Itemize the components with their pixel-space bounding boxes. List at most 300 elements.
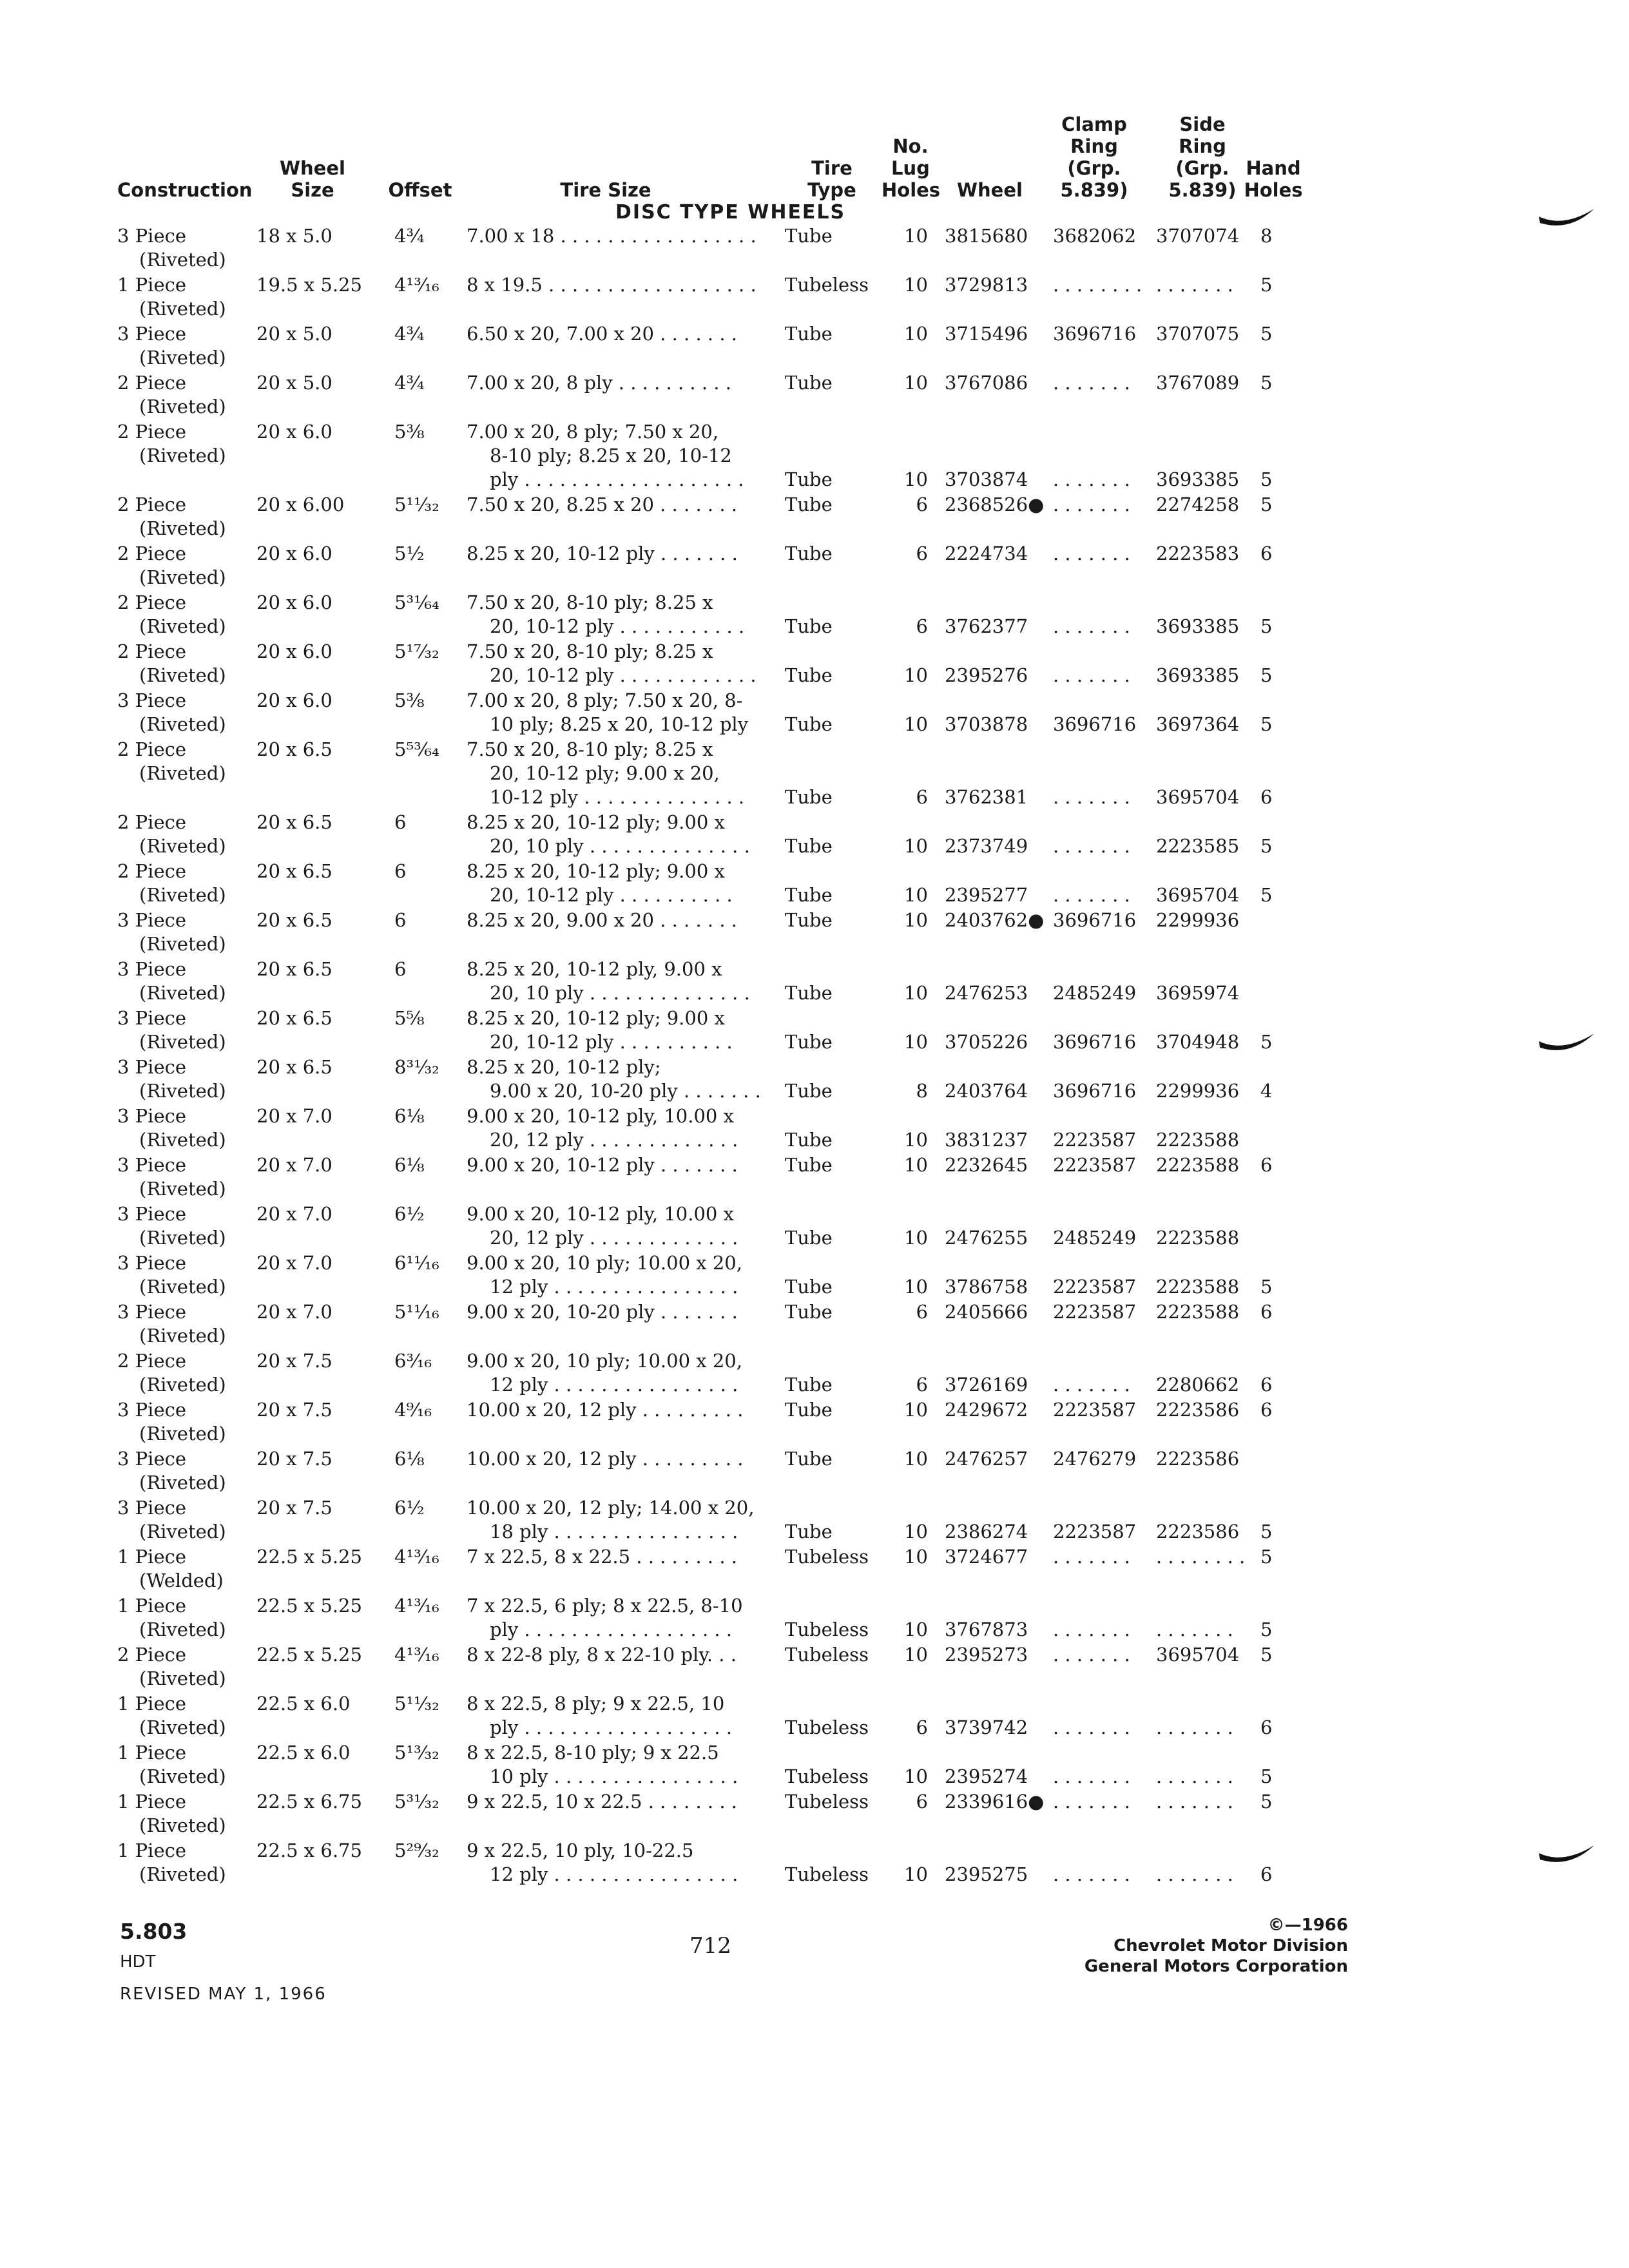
construction-cell	[117, 1300, 253, 1348]
tire-size-cell	[467, 542, 769, 566]
tire-size-line: 7 x 22.5, 6 ply; 8 x 22.5, 8-10	[467, 1595, 743, 1617]
tire-size-line: 20, 10 ply . . . . . . . . . . . . . .	[490, 835, 750, 857]
construction-cell	[117, 1055, 253, 1103]
header-offset	[381, 179, 459, 201]
clamp-ring-cell: . . . . . . .	[1053, 1765, 1130, 1787]
lug-holes-cell: 10	[904, 1154, 928, 1176]
clamp-ring-cell: . . . . . . .	[1053, 372, 1130, 394]
side-ring-cell: 3695704	[1156, 786, 1240, 808]
lug-holes-cell: 10	[904, 835, 928, 857]
offset-cell: 4¹³⁄₁₆	[394, 274, 439, 296]
tire-type-cell: Tube	[785, 884, 833, 906]
wheel-size-cell: 20 x 7.0	[256, 1154, 333, 1176]
tire-size-cell	[467, 1643, 769, 1667]
wheel-size-cell: 22.5 x 6.0	[256, 1742, 351, 1763]
offset-cell: 6⅛	[394, 1154, 425, 1176]
clamp-ring-cell: 2223587	[1053, 1301, 1137, 1323]
clamp-ring-cell: 2223587	[1053, 1129, 1137, 1151]
tire-size-cell	[467, 224, 769, 248]
construction-method: (Riveted)	[139, 835, 226, 857]
construction-type: 3 Piece	[117, 909, 187, 931]
clamp-ring-cell: . . . . . . .	[1053, 1619, 1130, 1640]
offset-cell: 6½	[394, 1497, 425, 1519]
construction-method: (Riveted)	[139, 1521, 226, 1542]
tire-size-cell	[467, 420, 769, 492]
side-ring-cell: 2280662	[1156, 1374, 1240, 1396]
wheel-part-cell: 2232645	[945, 1154, 1028, 1176]
wheel-part-cell: 3726169	[945, 1374, 1028, 1396]
tire-size-line: 8.25 x 20, 10-12 ply;	[467, 1056, 661, 1078]
construction-method: (Riveted)	[139, 517, 226, 539]
offset-cell: 4¾	[394, 225, 425, 247]
offset-cell: 5³¹⁄₆₄	[394, 591, 439, 613]
tire-size-line: 7.00 x 20, 8 ply; 7.50 x 20,	[467, 421, 719, 443]
construction-cell	[117, 224, 253, 272]
tire-size-line: 9.00 x 20, 10 ply; 10.00 x 20,	[467, 1350, 742, 1372]
tire-size-cell	[467, 322, 769, 346]
clamp-ring-cell: . . . . . . .	[1053, 1863, 1130, 1885]
clamp-ring-cell: . . . . . . .	[1053, 1644, 1130, 1666]
clamp-ring-cell: . . . . . . .	[1053, 1716, 1130, 1738]
clamp-ring-cell: . . . . . . .	[1053, 786, 1130, 808]
tire-size-line: 10 ply; 8.25 x 20, 10-12 ply	[490, 713, 749, 735]
table-row	[0, 322, 1629, 370]
construction-type: 1 Piece	[117, 1546, 187, 1568]
wheel-part-cell: 3762381	[945, 786, 1028, 808]
side-ring-cell: 3693385	[1156, 468, 1240, 490]
lug-holes-cell: 10	[904, 1448, 928, 1470]
lug-holes-cell: 10	[904, 713, 928, 735]
construction-cell	[117, 1251, 253, 1299]
construction-cell	[117, 1496, 253, 1544]
construction-method: (Riveted)	[139, 1129, 226, 1151]
copyright-block	[1084, 1915, 1348, 1977]
tire-size-line: 10.00 x 20, 12 ply; 14.00 x 20,	[467, 1497, 755, 1519]
construction-method: (Riveted)	[139, 884, 226, 906]
offset-cell: 4¹³⁄₁₆	[394, 1595, 439, 1617]
wheel-size-cell: 22.5 x 6.75	[256, 1791, 362, 1812]
hand-holes-cell: 5	[1260, 664, 1273, 686]
side-ring-cell: 2223588	[1156, 1301, 1240, 1323]
table-row	[0, 689, 1629, 736]
table-row	[0, 1447, 1629, 1495]
lug-holes-cell: 10	[904, 1644, 928, 1666]
wheel-part-cell: 3724677	[945, 1546, 1028, 1568]
offset-cell: 5¹³⁄₃₂	[394, 1742, 439, 1763]
clamp-ring-cell: 2223587	[1053, 1154, 1137, 1176]
construction-type: 3 Piece	[117, 323, 187, 345]
construction-cell	[117, 1349, 253, 1397]
clamp-ring-cell: . . . . . . .	[1053, 468, 1130, 490]
side-ring-cell: . . . . . . .	[1156, 1863, 1233, 1885]
offset-cell: 5¹¹⁄₃₂	[394, 1693, 439, 1715]
table-row	[0, 738, 1629, 809]
lug-holes-cell: 10	[904, 1031, 928, 1053]
tire-type-cell: Tube	[785, 1227, 833, 1249]
construction-cell	[117, 738, 253, 785]
header-wheel	[951, 179, 1028, 201]
clamp-ring-cell: 3696716	[1053, 909, 1137, 931]
tire-type-cell: Tube	[785, 1448, 833, 1470]
header-line: Type	[807, 179, 856, 201]
table-row	[0, 591, 1629, 639]
wheel-part-cell: 3762377	[945, 615, 1028, 637]
header-line: Size	[291, 179, 334, 201]
clamp-ring-cell: 3682062	[1053, 225, 1137, 247]
offset-cell: 6½	[394, 1203, 425, 1225]
construction-method: (Riveted)	[139, 1667, 226, 1689]
hand-holes-cell: 6	[1260, 543, 1273, 564]
tire-type-cell: Tube	[785, 786, 833, 808]
wheel-part-cell: 2368526●	[945, 494, 1045, 515]
side-ring-cell: 2274258	[1156, 494, 1240, 515]
construction-type: 2 Piece	[117, 372, 187, 394]
clamp-ring-cell: 3696716	[1053, 1031, 1137, 1053]
wheel-part-cell: 3767873	[945, 1619, 1028, 1640]
table-row	[0, 957, 1629, 1005]
lug-holes-cell: 10	[904, 909, 928, 931]
tire-size-cell	[467, 1055, 769, 1103]
side-ring-cell: . . . . . . . .	[1156, 1546, 1246, 1568]
table-row	[0, 1692, 1629, 1740]
wheel-part-cell: 3715496	[945, 323, 1028, 345]
tire-size-line: 7.50 x 20, 8-10 ply; 8.25 x	[467, 591, 713, 613]
header-line: Hand	[1246, 157, 1301, 179]
hand-holes-cell: 5	[1260, 1031, 1273, 1053]
construction-method: (Riveted)	[139, 1178, 226, 1200]
lug-holes-cell: 10	[904, 1521, 928, 1542]
tire-type-cell: Tubeless	[785, 1644, 869, 1666]
construction-type: 2 Piece	[117, 1350, 187, 1372]
wheel-size-cell: 19.5 x 5.25	[256, 274, 362, 296]
lug-holes-cell: 10	[904, 1129, 928, 1151]
tire-size-cell	[467, 1398, 769, 1422]
offset-cell: 6	[394, 909, 407, 931]
lug-holes-cell: 6	[916, 1301, 928, 1323]
tire-type-cell: Tubeless	[785, 274, 869, 296]
wheel-size-cell: 20 x 6.0	[256, 591, 333, 613]
wheel-part-cell: 2395276	[945, 664, 1028, 686]
construction-type: 2 Piece	[117, 738, 187, 760]
tire-size-line: 8 x 19.5 . . . . . . . . . . . . . . . . . .	[467, 274, 757, 296]
tire-size-cell	[467, 1447, 769, 1471]
tire-size-cell	[467, 1153, 769, 1177]
table-row	[0, 1153, 1629, 1201]
construction-type: 2 Piece	[117, 860, 187, 882]
side-ring-cell: 3693385	[1156, 664, 1240, 686]
hand-holes-cell: 5	[1260, 884, 1273, 906]
tire-type-cell: Tube	[785, 468, 833, 490]
clamp-ring-cell: . . . . . . .	[1053, 1791, 1130, 1812]
construction-cell	[117, 640, 253, 687]
lug-holes-cell: 10	[904, 1619, 928, 1640]
wheel-size-cell: 20 x 6.5	[256, 860, 333, 882]
construction-type: 2 Piece	[117, 640, 187, 662]
construction-method: (Riveted)	[139, 1814, 226, 1836]
construction-type: 2 Piece	[117, 543, 187, 564]
binder-tab-mark	[1537, 206, 1595, 232]
header-lug-holes	[882, 135, 940, 201]
offset-cell: 6	[394, 860, 407, 882]
construction-type: 1 Piece	[117, 1791, 187, 1812]
table-row	[0, 542, 1629, 590]
wheel-size-cell: 20 x 7.5	[256, 1448, 333, 1470]
tire-type-cell: Tubeless	[785, 1863, 869, 1885]
tire-size-line: 7.00 x 20, 8 ply; 7.50 x 20, 8-	[467, 689, 743, 711]
lug-holes-cell: 10	[904, 323, 928, 345]
tire-size-line: 20, 10-12 ply . . . . . . . . . . .	[490, 615, 745, 637]
side-ring-cell: 2223586	[1156, 1399, 1240, 1421]
wheel-size-cell: 22.5 x 6.0	[256, 1693, 351, 1715]
wheel-part-cell: 2339616●	[945, 1791, 1045, 1812]
tire-size-line: 9.00 x 20, 10-20 ply . . . . . . .	[467, 1301, 738, 1323]
side-ring-cell: 3707075	[1156, 323, 1240, 345]
construction-method: (Riveted)	[139, 1080, 226, 1102]
offset-cell: 5²⁹⁄₃₂	[394, 1840, 439, 1861]
table-row	[0, 1202, 1629, 1250]
tire-size-line: 20, 10-12 ply . . . . . . . . . .	[490, 1031, 733, 1053]
table-row	[0, 1643, 1629, 1691]
clamp-ring-cell: . . . . . . .	[1053, 543, 1130, 564]
wheel-part-cell: 2395273	[945, 1644, 1028, 1666]
tire-size-line: 12 ply . . . . . . . . . . . . . . . .	[490, 1374, 738, 1396]
side-ring-cell: . . . . . . .	[1156, 1791, 1233, 1812]
hand-holes-cell: 5	[1260, 274, 1273, 296]
wheel-size-cell: 20 x 7.5	[256, 1497, 333, 1519]
tire-type-cell: Tube	[785, 664, 833, 686]
tire-type-cell: Tube	[785, 372, 833, 394]
tire-size-cell	[467, 1300, 769, 1324]
construction-type: 2 Piece	[117, 1644, 187, 1666]
construction-type: 1 Piece	[117, 1840, 187, 1861]
table-row	[0, 1300, 1629, 1348]
table-row	[0, 1104, 1629, 1152]
tire-size-line: 8.25 x 20, 10-12 ply, 9.00 x	[467, 958, 722, 980]
construction-type: 1 Piece	[117, 274, 187, 296]
wheel-part-cell: 2476257	[945, 1448, 1028, 1470]
offset-cell: 6³⁄₁₆	[394, 1350, 432, 1372]
lug-holes-cell: 6	[916, 543, 928, 564]
lug-holes-cell: 10	[904, 225, 928, 247]
header-line: No.	[892, 135, 929, 157]
side-ring-cell: 3695704	[1156, 1644, 1240, 1666]
tire-type-cell: Tube	[785, 1080, 833, 1102]
tire-type-cell: Tubeless	[785, 1765, 869, 1787]
construction-method: (Riveted)	[139, 1325, 226, 1347]
header-clamp-ring	[1049, 113, 1139, 201]
wheel-part-cell: 2405666	[945, 1301, 1028, 1323]
wheel-size-cell: 22.5 x 5.25	[256, 1546, 362, 1568]
header-line: Holes	[882, 179, 941, 201]
construction-method: (Riveted)	[139, 982, 226, 1004]
construction-type: 3 Piece	[117, 1056, 187, 1078]
wheel-size-cell: 20 x 5.0	[256, 372, 333, 394]
lug-holes-cell: 10	[904, 982, 928, 1004]
construction-type: 3 Piece	[117, 1399, 187, 1421]
lug-holes-cell: 10	[904, 1399, 928, 1421]
wheel-part-cell: 2395277	[945, 884, 1028, 906]
tire-type-cell: Tube	[785, 1154, 833, 1176]
construction-method: (Riveted)	[139, 566, 226, 588]
table-row	[0, 273, 1629, 321]
tire-size-cell	[467, 860, 769, 907]
lug-holes-cell: 10	[904, 1227, 928, 1249]
lug-holes-cell: 6	[916, 615, 928, 637]
side-ring-cell: . . . . . . .	[1156, 274, 1233, 296]
wheel-size-cell: 20 x 6.5	[256, 811, 333, 833]
tire-size-line: 7.50 x 20, 8-10 ply; 8.25 x	[467, 738, 713, 760]
construction-method: (Riveted)	[139, 298, 226, 320]
tire-type-cell: Tube	[785, 494, 833, 515]
construction-type: 2 Piece	[117, 591, 187, 613]
tire-size-line: 9.00 x 20, 10 ply; 10.00 x 20,	[467, 1252, 742, 1274]
side-ring-cell: 2223588	[1156, 1276, 1240, 1298]
offset-cell: 5¹¹⁄₁₆	[394, 1301, 439, 1323]
tire-size-line: 8 x 22.5, 8-10 ply; 9 x 22.5	[467, 1742, 719, 1763]
tire-size-line: 10.00 x 20, 12 ply . . . . . . . . .	[467, 1399, 744, 1421]
lug-holes-cell: 10	[904, 468, 928, 490]
wheel-size-cell: 20 x 6.00	[256, 494, 345, 515]
header-line: Wheel	[957, 179, 1023, 201]
offset-cell: 4¹³⁄₁₆	[394, 1644, 439, 1666]
hand-holes-cell: 6	[1260, 1863, 1273, 1885]
offset-cell: 5³¹⁄₃₂	[394, 1791, 439, 1812]
side-ring-cell: 2223588	[1156, 1227, 1240, 1249]
wheel-size-cell: 20 x 6.0	[256, 543, 333, 564]
construction-cell	[117, 689, 253, 736]
wheel-part-cell: 3729813	[945, 274, 1028, 296]
construction-cell	[117, 1447, 253, 1495]
table-row	[0, 493, 1629, 541]
offset-cell: 6	[394, 811, 407, 833]
wheel-size-cell: 20 x 7.5	[256, 1399, 333, 1421]
wheel-part-cell: 3703878	[945, 713, 1028, 735]
header-line: Tire	[811, 157, 853, 179]
construction-cell	[117, 1104, 253, 1152]
offset-cell: 5½	[394, 543, 425, 564]
construction-type: 3 Piece	[117, 689, 187, 711]
construction-method: (Riveted)	[139, 615, 226, 637]
construction-type: 3 Piece	[117, 1154, 187, 1176]
wheel-part-cell: 2429672	[945, 1399, 1028, 1421]
construction-cell	[117, 371, 253, 419]
tire-size-line: ply . . . . . . . . . . . . . . . . . .	[490, 1619, 733, 1640]
tire-size-line: 9.00 x 20, 10-20 ply . . . . . . .	[490, 1080, 761, 1102]
tire-size-line: 12 ply . . . . . . . . . . . . . . . .	[490, 1863, 738, 1885]
tire-size-cell	[467, 1741, 769, 1789]
construction-method: (Riveted)	[139, 1423, 226, 1445]
side-ring-cell: . . . . . . .	[1156, 1619, 1233, 1640]
tire-size-line: 9.00 x 20, 10-12 ply, 10.00 x	[467, 1203, 734, 1225]
hand-holes-cell: 6	[1260, 1399, 1273, 1421]
tire-type-cell: Tube	[785, 1301, 833, 1323]
offset-cell: 5⅜	[394, 689, 425, 711]
wheel-size-cell: 20 x 6.5	[256, 1007, 333, 1029]
hand-holes-cell: 6	[1260, 786, 1273, 808]
tire-size-cell	[467, 1594, 769, 1642]
construction-method: (Riveted)	[139, 1619, 226, 1640]
tire-size-line: 10.00 x 20, 12 ply . . . . . . . . .	[467, 1448, 744, 1470]
side-ring-cell: 3697364	[1156, 713, 1240, 735]
offset-cell: 8³¹⁄₃₂	[394, 1056, 439, 1078]
wheel-size-cell: 22.5 x 5.25	[256, 1595, 362, 1617]
wheel-part-cell: 2476253	[945, 982, 1028, 1004]
lug-holes-cell: 10	[904, 372, 928, 394]
tire-type-cell: Tubeless	[785, 1716, 869, 1738]
side-ring-cell: 2223588	[1156, 1154, 1240, 1176]
construction-cell	[117, 322, 253, 370]
table-row	[0, 1839, 1629, 1887]
hand-holes-cell: 5	[1260, 372, 1273, 394]
tire-size-line: 20, 10 ply . . . . . . . . . . . . . .	[490, 982, 750, 1004]
tire-type-cell: Tube	[785, 1374, 833, 1396]
table-header	[0, 104, 1629, 201]
tire-size-line: 9.00 x 20, 10-12 ply . . . . . . .	[467, 1154, 738, 1176]
clamp-ring-cell: . . . . . . .	[1053, 1374, 1130, 1396]
offset-cell: 6¹¹⁄₁₆	[394, 1252, 439, 1274]
table-row	[0, 1790, 1629, 1838]
wheel-size-cell: 20 x 7.5	[256, 1350, 333, 1372]
offset-cell: 4¾	[394, 372, 425, 394]
construction-type: 3 Piece	[117, 225, 187, 247]
tire-size-cell	[467, 1692, 769, 1740]
tire-size-line: ply . . . . . . . . . . . . . . . . . . .	[490, 468, 744, 490]
header-construction	[117, 179, 253, 201]
construction-method: (Riveted)	[139, 1765, 226, 1787]
lug-holes-cell: 10	[904, 1546, 928, 1568]
tire-type-cell: Tube	[785, 1276, 833, 1298]
tire-size-line: 7.00 x 20, 8 ply . . . . . . . . . .	[467, 372, 731, 394]
construction-cell	[117, 1643, 253, 1691]
hand-holes-cell: 6	[1260, 1716, 1273, 1738]
side-ring-cell: 3695704	[1156, 884, 1240, 906]
construction-type: 3 Piece	[117, 1448, 187, 1470]
wheel-size-cell: 20 x 6.0	[256, 689, 333, 711]
tire-size-cell	[467, 1202, 769, 1250]
tire-size-cell	[467, 1006, 769, 1054]
hand-holes-cell: 5	[1260, 835, 1273, 857]
side-ring-cell: 2299936	[1156, 1080, 1240, 1102]
wheel-part-cell: 2224734	[945, 543, 1028, 564]
tire-size-cell	[467, 591, 769, 639]
table-row	[0, 811, 1629, 858]
tire-type-cell: Tubeless	[785, 1791, 869, 1812]
tire-type-cell: Tube	[785, 1399, 833, 1421]
lug-holes-cell: 10	[904, 274, 928, 296]
clamp-ring-cell: 2476279	[1053, 1448, 1137, 1470]
construction-cell	[117, 1202, 253, 1250]
tire-size-cell	[467, 738, 769, 809]
table-row	[0, 1006, 1629, 1054]
wheel-size-cell: 20 x 7.0	[256, 1252, 333, 1274]
tire-size-line: 20, 12 ply . . . . . . . . . . . . .	[490, 1129, 738, 1151]
wheel-size-cell: 20 x 6.0	[256, 640, 333, 662]
tire-size-cell	[467, 1839, 769, 1887]
hand-holes-cell: 5	[1260, 1644, 1273, 1666]
construction-method: (Riveted)	[139, 1472, 226, 1494]
revision-date: REVISED MAY 1, 1966	[120, 1984, 327, 2004]
wheel-size-cell: 20 x 7.0	[256, 1301, 333, 1323]
tire-type-cell: Tubeless	[785, 1619, 869, 1640]
side-ring-cell: 2223585	[1156, 835, 1240, 857]
hand-holes-cell: 6	[1260, 1301, 1273, 1323]
wheel-size-cell: 22.5 x 6.75	[256, 1840, 362, 1861]
clamp-ring-cell: 2223587	[1053, 1399, 1137, 1421]
side-ring-cell: 2223586	[1156, 1448, 1240, 1470]
table-row	[0, 1055, 1629, 1103]
construction-cell	[117, 1839, 253, 1887]
tire-size-cell	[467, 640, 769, 687]
